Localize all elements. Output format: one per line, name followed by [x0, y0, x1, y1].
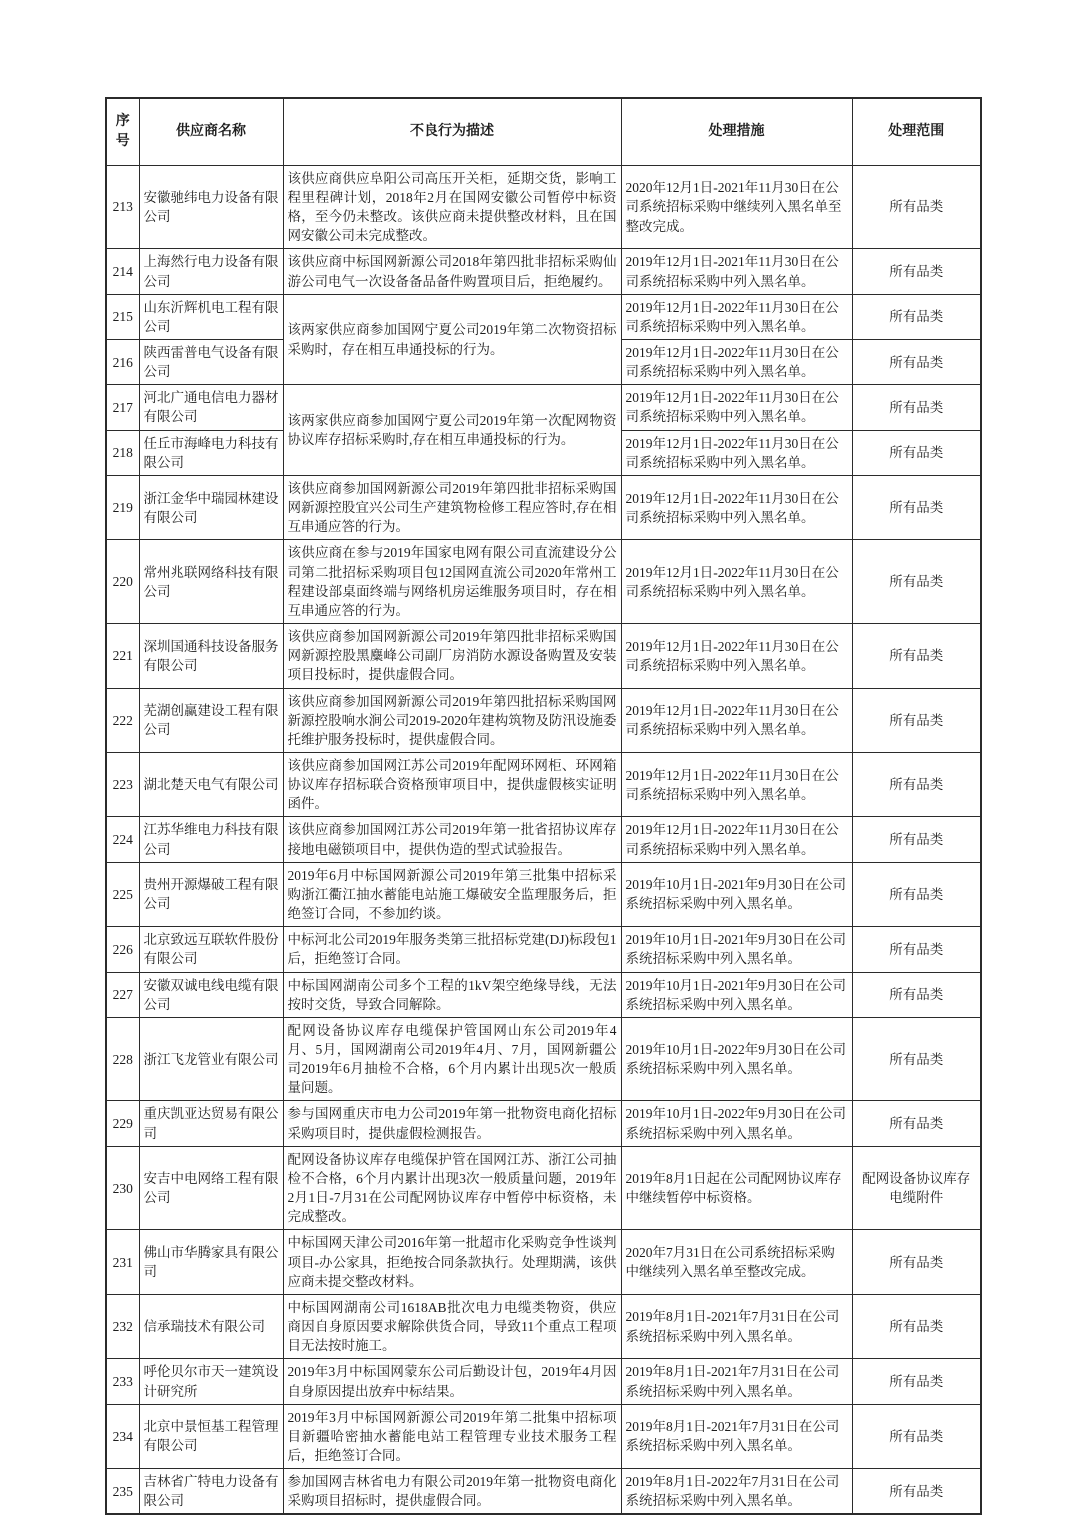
measure-cell: 2019年12月1日-2022年11月30日在公司系统招标采购中列入黑名单。	[621, 688, 852, 752]
supplier-name-cell: 安吉中电网络工程有限公司	[139, 1146, 283, 1230]
table-row	[106, 1294, 981, 1358]
scope-cell: 所有品类	[852, 430, 981, 475]
row-number-cell: 213	[106, 165, 139, 249]
row-number-cell: 219	[106, 475, 139, 539]
table-row	[106, 385, 981, 430]
row-number-cell: 231	[106, 1230, 139, 1294]
supplier-name-cell: 芜湖创赢建设工程有限公司	[139, 688, 283, 752]
measure-cell: 2020年12月1日-2021年11月30日在公司系统招标采购中继续列入黑名单至整改完成。	[621, 165, 852, 249]
scope-cell: 所有品类	[852, 385, 981, 430]
behavior-desc-cell: 该供应商在参与2019年国家电网有限公司直流建设分公司第二批招标采购项目包12国网直流公司2020年常州工程建设部桌面终端与网络机房运维服务项目时，存在相互串通应答的行为。	[283, 540, 621, 624]
supplier-name-cell: 深圳国通科技设备服务有限公司	[139, 624, 283, 688]
table-row	[106, 624, 981, 688]
behavior-desc-cell: 参加国网吉林省电力有限公司2019年第一批物资电商化采购项目招标时，提供虚假合同。	[283, 1469, 621, 1515]
supplier-name-cell: 湖北楚天电气有限公司	[139, 752, 283, 816]
supplier-name-cell: 江苏华维电力科技有限公司	[139, 817, 283, 862]
supplier-name-cell: 河北广通电信电力器材有限公司	[139, 385, 283, 430]
measure-cell: 2019年8月1日-2021年7月31日在公司系统招标采购中列入黑名单。	[621, 1359, 852, 1404]
table-row	[106, 249, 981, 294]
scope-cell: 所有品类	[852, 1230, 981, 1294]
scope-cell: 所有品类	[852, 1294, 981, 1358]
behavior-desc-cell: 2019年3月中标国网新源公司2019年第二批集中招标项目新疆哈密抽水蓄能电站工程管理专业技术服务工程后，拒绝签订合同。	[283, 1404, 621, 1468]
row-number-cell: 223	[106, 752, 139, 816]
behavior-desc-cell: 该供应商参加国网新源公司2019年第四批非招标采购国网新源控股黑麋峰公司副厂房消防水源设备购置及安装项目投标时，提供虚假合同。	[283, 624, 621, 688]
scope-cell: 所有品类	[852, 688, 981, 752]
scope-cell: 所有品类	[852, 624, 981, 688]
supplier-name-cell: 佛山市华腾家具有限公司	[139, 1230, 283, 1294]
measure-cell: 2019年10月1日-2022年9月30日在公司系统招标采购中列入黑名单。	[621, 1017, 852, 1101]
scope-cell: 所有品类	[852, 927, 981, 972]
row-number-cell: 230	[106, 1146, 139, 1230]
supplier-name-cell: 重庆凯亚达贸易有限公司	[139, 1101, 283, 1146]
table-row	[106, 165, 981, 249]
measure-cell: 2019年12月1日-2022年11月30日在公司系统招标采购中列入黑名单。	[621, 817, 852, 862]
behavior-desc-cell: 该供应商参加国网新源公司2019年第四批招标采购国网新源控股响水涧公司2019-2020年建构筑物及防汛设施委托维护服务投标时，提供虚假合同。	[283, 688, 621, 752]
table-row	[106, 688, 981, 752]
header-supplier-name: 供应商名称	[139, 98, 283, 165]
behavior-desc-cell: 该供应商供应阜阳公司高压开关柜，延期交货，影响工程里程碑计划，2018年2月在国网安徽公司暂停中标资格，至今仍未整改。该供应商未提供整改材料，且在国网安徽公司未完成整改。	[283, 165, 621, 249]
supplier-name-cell: 浙江飞龙管业有限公司	[139, 1017, 283, 1101]
row-number-cell: 229	[106, 1101, 139, 1146]
behavior-desc-cell: 配网设备协议库存电缆保护管在国网江苏、浙江公司抽检不合格，6个月内累计出现3次一般质量问题，2019年2月1日-7月31在公司配网协议库存中暂停中标资格，未完成整改。	[283, 1146, 621, 1230]
behavior-desc-cell: 中标河北公司2019年服务类第三批招标党建(DJ)标段包1后，拒绝签订合同。	[283, 927, 621, 972]
header-row	[106, 98, 981, 165]
behavior-desc-cell: 该供应商参加国网江苏公司2019年第一批省招协议库存接地电磁锁项目中，提供伪造的型式试验报告。	[283, 817, 621, 862]
row-number-cell: 233	[106, 1359, 139, 1404]
row-number-cell: 228	[106, 1017, 139, 1101]
supplier-name-cell: 山东沂辉机电工程有限公司	[139, 294, 283, 339]
supplier-name-cell: 任丘市海峰电力科技有限公司	[139, 430, 283, 475]
table-row	[106, 1017, 981, 1101]
table-header	[106, 98, 981, 165]
table-row	[106, 927, 981, 972]
scope-cell: 所有品类	[852, 475, 981, 539]
supplier-name-cell: 陕西雷普电气设备有限公司	[139, 340, 283, 385]
scope-cell: 所有品类	[852, 540, 981, 624]
behavior-desc-cell: 该供应商参加国网江苏公司2019年配网环网柜、环网箱协议库存招标联合资格预审项目中，提供虚假核实证明函件。	[283, 752, 621, 816]
supplier-name-cell: 安徽驰纬电力设备有限公司	[139, 165, 283, 249]
measure-cell: 2019年8月1日-2021年7月31日在公司系统招标采购中列入黑名单。	[621, 1404, 852, 1468]
behavior-desc-cell: 该两家供应商参加国网宁夏公司2019年第一次配网物资协议库存招标采购时,存在相互串通投标的行为。	[283, 385, 621, 476]
behavior-desc-cell: 中标国网湖南公司1618AB批次电力电缆类物资，供应商因自身原因要求解除供货合同，导致11个重点工程项目无法按时施工。	[283, 1294, 621, 1358]
table-row	[106, 862, 981, 926]
supplier-name-cell: 上海然行电力设备有限公司	[139, 249, 283, 294]
scope-cell: 所有品类	[852, 165, 981, 249]
supplier-name-cell: 安徽双诚电线电缆有限公司	[139, 972, 283, 1017]
header-scope: 处理范围	[852, 98, 981, 165]
row-number-cell: 216	[106, 340, 139, 385]
supplier-name-cell: 吉林省广特电力设备有限公司	[139, 1469, 283, 1515]
row-number-cell: 215	[106, 294, 139, 339]
measure-cell: 2019年12月1日-2021年11月30日在公司系统招标采购中列入黑名单。	[621, 249, 852, 294]
table-row	[106, 1359, 981, 1404]
measure-cell: 2019年10月1日-2022年9月30日在公司系统招标采购中列入黑名单。	[621, 1101, 852, 1146]
supplier-name-cell: 浙江金华中瑞园林建设有限公司	[139, 475, 283, 539]
table-row	[106, 1146, 981, 1230]
table-row	[106, 540, 981, 624]
scope-cell: 所有品类	[852, 862, 981, 926]
supplier-name-cell: 北京中景恒基工程管理有限公司	[139, 1404, 283, 1468]
row-number-cell: 234	[106, 1404, 139, 1468]
measure-cell: 2020年7月31日在公司系统招标采购中继续列入黑名单至整改完成。	[621, 1230, 852, 1294]
row-number-cell: 227	[106, 972, 139, 1017]
table-row	[106, 294, 981, 339]
measure-cell: 2019年12月1日-2022年11月30日在公司系统招标采购中列入黑名单。	[621, 385, 852, 430]
row-number-cell: 226	[106, 927, 139, 972]
measure-cell: 2019年8月1日-2022年7月31日在公司系统招标采购中列入黑名单。	[621, 1469, 852, 1515]
behavior-desc-cell: 该供应商参加国网新源公司2019年第四批非招标采购国网新源控股宜兴公司生产建筑物检修工程应答时,存在相互串通应答的行为。	[283, 475, 621, 539]
scope-cell: 所有品类	[852, 1469, 981, 1515]
behavior-desc-cell: 中标国网天津公司2016年第一批超市化采购竞争性谈判项目-办公家具，拒绝按合同条款执行。处理期满，该供应商未提交整改材料。	[283, 1230, 621, 1294]
behavior-desc-cell: 该供应商中标国网新源公司2018年第四批非招标采购仙游公司电气一次设备备品备件购置项目后，拒绝履约。	[283, 249, 621, 294]
measure-cell: 2019年12月1日-2022年11月30日在公司系统招标采购中列入黑名单。	[621, 475, 852, 539]
table-row	[106, 1404, 981, 1468]
table-row	[106, 475, 981, 539]
row-number-cell: 220	[106, 540, 139, 624]
measure-cell: 2019年10月1日-2021年9月30日在公司系统招标采购中列入黑名单。	[621, 927, 852, 972]
row-number-cell: 235	[106, 1469, 139, 1515]
supplier-name-cell: 呼伦贝尔市天一建筑设计研究所	[139, 1359, 283, 1404]
table-row	[106, 817, 981, 862]
table-row	[106, 1230, 981, 1294]
behavior-desc-cell: 配网设备协议库存电缆保护管国网山东公司2019年4月、5月，国网湖南公司2019年4月、7月，国网新疆公司2019年6月抽检不合格，6个月内累计出现5次一般质量问题。	[283, 1017, 621, 1101]
supplier-name-cell: 常州兆联网络科技有限公司	[139, 540, 283, 624]
behavior-desc-cell: 中标国网湖南公司多个工程的1kV架空绝缘导线，无法按时交货，导致合同解除。	[283, 972, 621, 1017]
scope-cell: 所有品类	[852, 249, 981, 294]
behavior-desc-cell: 参与国网重庆市电力公司2019年第一批物资电商化招标采购项目时，提供虚假检测报告。	[283, 1101, 621, 1146]
row-number-cell: 222	[106, 688, 139, 752]
scope-cell: 所有品类	[852, 817, 981, 862]
supplier-name-cell: 贵州开源爆破工程有限公司	[139, 862, 283, 926]
scope-cell: 所有品类	[852, 752, 981, 816]
row-number-cell: 217	[106, 385, 139, 430]
row-number-cell: 221	[106, 624, 139, 688]
measure-cell: 2019年12月1日-2022年11月30日在公司系统招标采购中列入黑名单。	[621, 540, 852, 624]
measure-cell: 2019年12月1日-2022年11月30日在公司系统招标采购中列入黑名单。	[621, 430, 852, 475]
measure-cell: 2019年12月1日-2022年11月30日在公司系统招标采购中列入黑名单。	[621, 624, 852, 688]
table-row	[106, 972, 981, 1017]
scope-cell: 所有品类	[852, 294, 981, 339]
behavior-desc-cell: 2019年3月中标国网蒙东公司后勤设计包，2019年4月因自身原因提出放弃中标结果。	[283, 1359, 621, 1404]
measure-cell: 2019年12月1日-2022年11月30日在公司系统招标采购中列入黑名单。	[621, 340, 852, 385]
behavior-desc-cell: 2019年6月中标国网新源公司2019年第三批集中招标采购浙江衢江抽水蓄能电站施工爆破安全监理服务后，拒绝签订合同，不参加约谈。	[283, 862, 621, 926]
scope-cell: 所有品类	[852, 1017, 981, 1101]
scope-cell: 所有品类	[852, 1359, 981, 1404]
table-row	[106, 1101, 981, 1146]
row-number-cell: 214	[106, 249, 139, 294]
row-number-cell: 225	[106, 862, 139, 926]
row-number-cell: 218	[106, 430, 139, 475]
supplier-name-cell: 北京致远互联软件股份有限公司	[139, 927, 283, 972]
table-row	[106, 1469, 981, 1515]
measure-cell: 2019年8月1日-2021年7月31日在公司系统招标采购中列入黑名单。	[621, 1294, 852, 1358]
behavior-desc-cell: 该两家供应商参加国网宁夏公司2019年第二次物资招标采购时，存在相互串通投标的行为。	[283, 294, 621, 385]
header-row-number: 序号	[106, 98, 139, 165]
row-number-cell: 224	[106, 817, 139, 862]
header-measure: 处理措施	[621, 98, 852, 165]
supplier-blacklist-table	[105, 97, 982, 1515]
measure-cell: 2019年8月1日起在公司配网协议库存中继续暂停中标资格。	[621, 1146, 852, 1230]
row-number-cell: 232	[106, 1294, 139, 1358]
supplier-name-cell: 信承瑞技术有限公司	[139, 1294, 283, 1358]
scope-cell: 所有品类	[852, 1101, 981, 1146]
measure-cell: 2019年10月1日-2021年9月30日在公司系统招标采购中列入黑名单。	[621, 972, 852, 1017]
header-behavior-desc: 不良行为描述	[283, 98, 621, 165]
scope-cell: 所有品类	[852, 972, 981, 1017]
supplier-table-body	[106, 165, 981, 1514]
measure-cell: 2019年12月1日-2022年11月30日在公司系统招标采购中列入黑名单。	[621, 294, 852, 339]
measure-cell: 2019年10月1日-2021年9月30日在公司系统招标采购中列入黑名单。	[621, 862, 852, 926]
table-row	[106, 752, 981, 816]
scope-cell: 所有品类	[852, 1404, 981, 1468]
scope-cell: 所有品类	[852, 340, 981, 385]
scope-cell: 配网设备协议库存电缆附件	[852, 1146, 981, 1230]
measure-cell: 2019年12月1日-2022年11月30日在公司系统招标采购中列入黑名单。	[621, 752, 852, 816]
